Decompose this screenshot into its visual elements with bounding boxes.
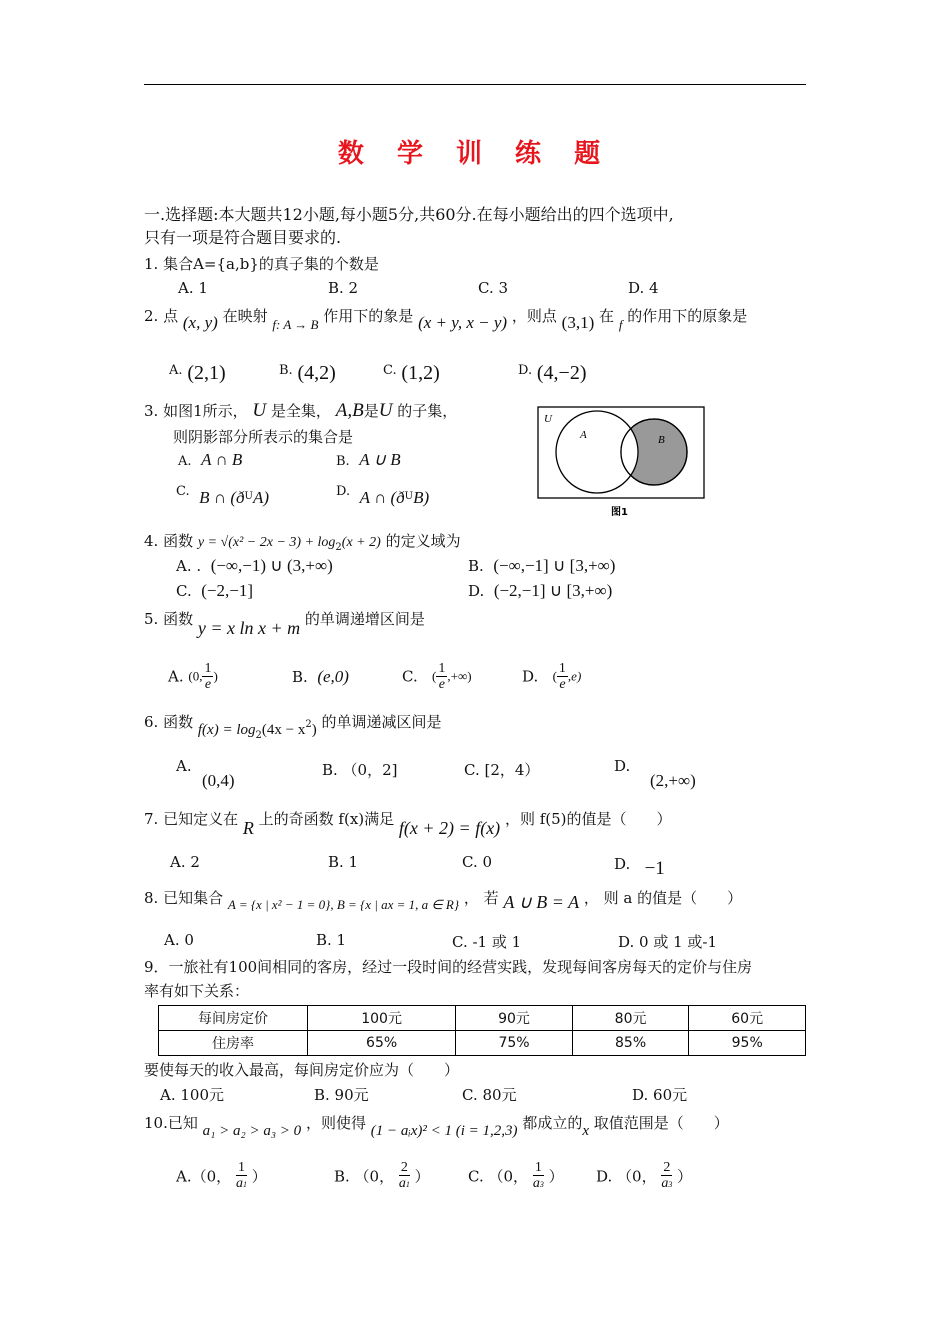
q3-option-c: C. B ∩ $(ð_UA)$ — [176, 484, 269, 507]
q8-expr: A ∪ B = A — [503, 892, 580, 912]
q4-b-value: (−∞,−1] ∪ [3,+∞) — [493, 556, 616, 575]
q3-c-value-2: A) — [252, 488, 269, 507]
q10-a-close: ） — [251, 1167, 267, 1186]
q6-expr-2: (4x − x — [261, 722, 306, 738]
q3-c-label: C. — [176, 484, 190, 499]
q3-d-value-2: B) — [413, 488, 430, 507]
q8-text-1: ， 若 — [463, 889, 499, 907]
q10-option-d: D. （0， $\frac{2}{a3}$ ） — [596, 1160, 693, 1191]
q5-b-value: (e,0) — [317, 667, 349, 686]
venn-label-b: B — [658, 434, 665, 446]
q1-option-d: D. 4 — [628, 279, 659, 297]
q4-stem: 4. 函数 $y = √(x^2 - 2x - 3) + \log_2(x + 2)$ 的定义域为 — [144, 532, 461, 553]
intro-line-2: 只有一项是符合题目要求的. — [144, 228, 342, 247]
q5-option-d: D. ( $\frac{1}{e}$ ,e) — [522, 661, 582, 692]
q3-u2: U — [378, 400, 393, 421]
q10-expr-2: (1 − aᵢx)² < 1 (i = 1,2,3) — [370, 1123, 518, 1139]
q8-option-c: C. -1 或 1 — [452, 933, 522, 951]
q4-option-c — [176, 581, 253, 601]
q2-c-value: (1,2) — [401, 362, 440, 384]
q2-d-value: (4,−2) — [536, 362, 587, 384]
q10-a-label: A.（0， — [176, 1167, 232, 1186]
q1-stem: 1. 集合A={a,b}的真子集的个数是 — [144, 255, 379, 273]
table-row — [159, 1006, 806, 1031]
q9-line-3: 要使每天的收入最高，每间房定价应为（ ） — [144, 1061, 460, 1079]
q8-option-d: D. 0 或 1 或-1 — [618, 933, 718, 951]
table-cell: 65% — [308, 1031, 456, 1056]
q3-stem — [144, 400, 457, 422]
q5-c-label: C. — [402, 667, 418, 686]
price-occupancy-table — [158, 1005, 806, 1056]
q10-option-b: B. （0， $\frac{2}{a1}$ ） — [334, 1160, 430, 1191]
table-cell: 60元 — [689, 1006, 806, 1031]
q4-option-a — [176, 556, 333, 576]
q8-text: 8. 已知集合 — [144, 889, 224, 907]
q7-text-2: ，则 f(5)的值是（ ） — [504, 810, 672, 828]
venn-diagram — [535, 405, 707, 520]
q7-option-d — [614, 853, 665, 879]
q4-d-label: D. — [468, 582, 485, 600]
q6-tail: 的单调递减区间是 — [321, 713, 442, 731]
q6-option-b: B. （0，2] — [322, 761, 398, 779]
q6-a-value: (0,4) — [202, 771, 235, 790]
q4-expr-2: (x + 2) — [341, 535, 381, 550]
q7-d-label: D. — [614, 855, 631, 873]
q2-option-d — [518, 357, 587, 384]
q9-option-c: C. 80元 — [462, 1086, 517, 1104]
q10-text: 10.已知 — [144, 1114, 198, 1132]
q7-expr: f(x + 2) = f(x) — [398, 818, 501, 838]
q3-text-1: 是全集， — [270, 402, 331, 420]
q5-expr: y = x ln x + m — [197, 618, 301, 638]
q10-text-1: ，则使得 — [305, 1114, 366, 1132]
q10-option-a: A.（0， $\frac{1}{a1}$ ） — [176, 1160, 267, 1191]
q3-b-label: B. — [336, 454, 350, 469]
q7-stem — [144, 808, 672, 838]
q10-x: x — [582, 1123, 589, 1139]
q5-stem — [144, 608, 425, 638]
q2-b-label: B. — [279, 363, 293, 378]
q2-image: (x + y, x − y) — [418, 313, 508, 332]
q9-option-b: B. 90元 — [314, 1086, 369, 1104]
q2-text-1: 在映射 — [222, 307, 268, 325]
q8-text-2: ， 则 a 的值是（ ） — [583, 889, 743, 907]
q3-option-a — [178, 450, 242, 470]
q3-c-value: B ∩ (ð — [199, 488, 245, 507]
q2-c-label: C. — [383, 363, 397, 378]
q4-option-d — [468, 581, 612, 601]
q10-text-2: 都成立的 — [522, 1114, 583, 1132]
q2-map: f: A → B — [272, 317, 319, 332]
q8-option-b: B. 1 — [316, 931, 347, 949]
venn-label-a: A — [580, 429, 587, 441]
table-cell: 90元 — [456, 1006, 573, 1031]
q3-a-value: A ∩ B — [201, 450, 243, 469]
q5-b-label: B. — [292, 668, 308, 686]
table-cell: 95% — [689, 1031, 806, 1056]
q4-a-label: A. . — [176, 557, 202, 575]
q3-ab: A,B — [335, 400, 364, 421]
q3-a-label: A. — [178, 454, 192, 469]
q8-stem — [144, 887, 743, 912]
q10-expr: a₁ > a₂ > a₃ > 0 — [202, 1123, 302, 1139]
q1-option-b: B. 2 — [328, 279, 359, 297]
q8-set-b: , B = {x | ax = 1, a ∈ R} — [330, 897, 460, 912]
q7-option-a: A. 2 — [170, 853, 200, 871]
q8-option-a: A. 0 — [164, 931, 194, 949]
table-cell: 75% — [456, 1031, 573, 1056]
q2-option-c — [383, 357, 440, 384]
q4-expr: y = √(x² − 2x − 3) + log — [197, 535, 336, 550]
q4-c-value: (−2,−1] — [201, 581, 254, 600]
q4-option-b — [468, 556, 615, 576]
q9-line-2: 率有如下关系： — [144, 982, 250, 1000]
q6-option-a — [176, 757, 235, 795]
q2-d-label: D. — [518, 363, 533, 378]
q2-a-label: A. — [169, 363, 183, 378]
q10-option-c: C. （0， $\frac{1}{a3}$ ） — [468, 1160, 564, 1191]
q2-text-5: 的作用下的原象是 — [627, 307, 748, 325]
q3-d-label: D. — [336, 484, 351, 499]
q9-option-d: D. 60元 — [632, 1086, 688, 1104]
q3-text-2: 是 — [363, 402, 379, 420]
table-header-cell: 每间房定价 — [159, 1006, 308, 1031]
q6-d-value: (2,+∞) — [650, 771, 696, 790]
venn-label-u: U — [544, 413, 552, 425]
q6-option-d — [614, 757, 696, 795]
q10-stem — [144, 1112, 729, 1139]
q6-d-label: D. — [614, 757, 631, 775]
venn-caption: 图1 — [611, 507, 628, 518]
q10-b-label: B. （0， — [334, 1167, 395, 1186]
q4-b-label: B. — [468, 557, 484, 575]
q2-text-4: 在 — [599, 307, 615, 325]
q2-b-value: (4,2) — [297, 362, 336, 384]
page-title: 数 学 训 练 题 — [337, 139, 613, 169]
q7-text-1: 上的奇函数 f(x)满足 — [258, 810, 395, 828]
q1-option-c: C. 3 — [478, 279, 509, 297]
q4-text: 4. 函数 — [144, 532, 194, 550]
q5-option-b — [292, 667, 349, 687]
intro-line-1: 一.选择题:本大题共12小题,每小题5分,共60分.在每小题给出的四个选项中, — [144, 205, 674, 224]
q5-tail: 的单调递增区间是 — [304, 610, 425, 628]
q4-d-value: (−2,−1] ∪ [3,+∞) — [493, 581, 613, 600]
q10-text-3: 取值范围是（ ） — [593, 1114, 729, 1132]
q2-option-b — [279, 357, 336, 384]
table-cell: 100元 — [308, 1006, 456, 1031]
q3-b-value: A ∪ B — [359, 450, 401, 469]
q9-option-a: A. 100元 — [160, 1086, 224, 1104]
q6-stem: 6. 函数 $f(x) = \log_2(4x - x^2)$ 的单调递减区间是 — [144, 713, 442, 741]
q10-d-close: ） — [677, 1167, 693, 1186]
table-header-cell: 住房率 — [159, 1031, 308, 1056]
q7-d-value: −1 — [644, 858, 665, 879]
q10-c-label: C. （0， — [468, 1167, 529, 1186]
q2-option-a — [169, 357, 226, 384]
q5-option-a: A. (0, $\frac{1}{e}$ ) — [168, 661, 218, 692]
q3-option-b — [336, 450, 401, 470]
q4-tail: 的定义域为 — [385, 532, 461, 550]
q1-option-a: A. 1 — [178, 279, 208, 297]
q2-f: f — [618, 317, 623, 332]
q10-d-label: D. （0， — [596, 1167, 657, 1186]
q2-point: (3,1) — [561, 313, 595, 332]
q7-text: 7. 已知定义在 — [144, 810, 239, 828]
q3-text: 3. 如图1所示， — [144, 402, 248, 420]
table-row — [159, 1031, 806, 1056]
q5-text: 5. 函数 — [144, 610, 194, 628]
q3-stem-line-2: 则阴影部分所表示的集合是 — [173, 428, 354, 446]
q7-option-b: B. 1 — [328, 853, 359, 871]
q2-text-2: 作用下的象是 — [323, 307, 414, 325]
q5-a-label: A. — [168, 667, 184, 686]
q6-expr: f(x) = log — [197, 722, 256, 738]
q2-a-value: (2,1) — [187, 362, 226, 384]
q5-option-c: C. ( $\frac{1}{e}$ ,+∞) — [402, 661, 472, 692]
top-rule — [144, 84, 806, 85]
q6-text: 6. 函数 — [144, 713, 194, 731]
q9-line-1: 9．一旅社有100间相同的客房，经过一段时间的经营实践，发现每间客房每天的定价与住房 — [144, 958, 753, 976]
q6-option-c: C. [2，4） — [464, 761, 540, 779]
q2-num: 2. 点 — [144, 307, 179, 325]
q3-d-value: A ∩ (ð — [359, 488, 405, 507]
q10-b-close: ） — [414, 1167, 430, 1186]
q2-stem — [144, 305, 748, 332]
q3-u: U — [252, 400, 267, 421]
q8-set-a: A = {x | x² − 1 = 0} — [227, 897, 331, 912]
q4-c-label: C. — [176, 582, 192, 600]
q3-text-3: 的子集， — [397, 402, 458, 420]
q2-text-3: ，则点 — [511, 307, 557, 325]
table-cell: 85% — [572, 1031, 689, 1056]
q6-a-label: A. — [176, 757, 192, 775]
q5-d-label: D. — [522, 667, 539, 686]
q7-r: R — [242, 818, 254, 838]
q3-option-d: D. A ∩ $(ð_UB)$ — [336, 484, 430, 507]
q4-a-value: (−∞,−1) ∪ (3,+∞) — [210, 556, 333, 575]
q10-c-close: ） — [548, 1167, 564, 1186]
table-cell: 80元 — [572, 1006, 689, 1031]
q7-option-c: C. 0 — [462, 853, 493, 871]
q2-point-xy: (x, y) — [182, 313, 218, 332]
